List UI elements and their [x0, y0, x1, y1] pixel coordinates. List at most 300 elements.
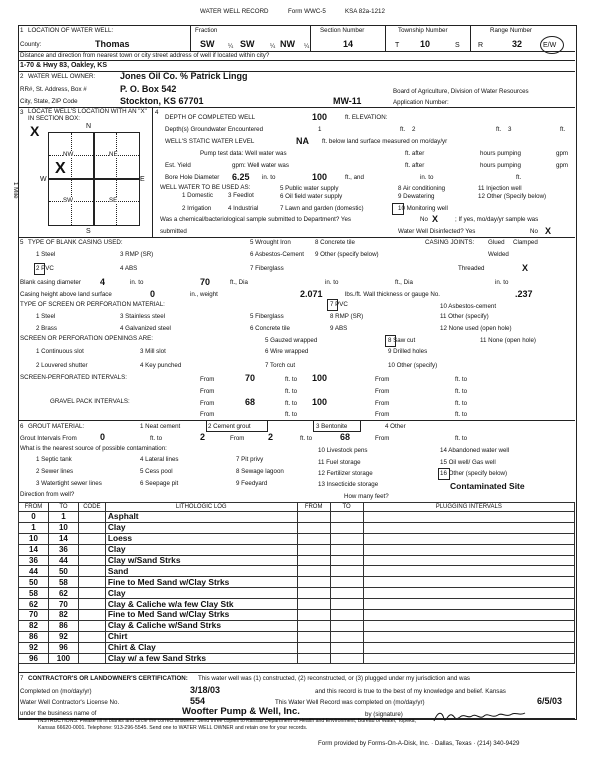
plug-to	[330, 544, 363, 555]
ft-to-label: ft. to	[455, 400, 468, 407]
contam-septic: 1 Septic tank	[36, 456, 72, 463]
grout-cement: 2 Cement grout	[208, 423, 251, 430]
contam-lagoon: 8 Sewage lagoon	[236, 468, 284, 475]
plug-from	[297, 555, 330, 566]
bore-depth: 100	[312, 172, 328, 182]
disinfected-no-label: No	[530, 228, 538, 235]
from-label: From	[230, 435, 245, 442]
log-code	[78, 555, 105, 566]
plug-to	[330, 522, 363, 533]
log-code	[78, 631, 105, 642]
form-title: WATER WELL RECORD	[200, 8, 269, 15]
se-label: SE	[109, 197, 118, 204]
log-from: 82	[19, 620, 49, 631]
joints-label: CASING JOINTS:	[425, 239, 475, 246]
section-grid	[48, 132, 140, 226]
joints-threaded: Threaded	[458, 265, 485, 272]
quarter-symbol: ¼	[228, 43, 234, 50]
direction-label: Direction from well?	[20, 491, 75, 498]
log-code	[78, 512, 105, 523]
ft-to-label: ft. to	[455, 435, 468, 442]
instructions-text: INSTRUCTIONS: Please fill in blanks and circle the correct answers. Send three copies to Kansas Department of Health and Environment, Bureau of Water, Topeka,	[38, 718, 417, 724]
plug-from	[297, 533, 330, 544]
ft-label: ft.	[560, 126, 566, 133]
contam-cess-pool: 5 Cess pool	[140, 468, 173, 475]
plug-to	[330, 653, 363, 664]
blank-diameter: 4	[100, 277, 106, 287]
static-level-value: NA	[296, 136, 309, 146]
use-monitoring-well: 10 Monitoring well	[398, 205, 448, 212]
casing-concrete: 8 Concrete tile	[315, 239, 355, 246]
weight-label: in., weight	[190, 291, 218, 298]
quarter-2: SW	[240, 39, 255, 49]
log-code	[78, 599, 105, 610]
pump-test-label: Pump test data: Well water was	[200, 150, 287, 157]
saw-cut-box	[385, 335, 396, 347]
plug-to	[330, 533, 363, 544]
log-from: 14	[19, 544, 49, 555]
distance-value: 1-70 & Hwy 83, Oakley, KS	[20, 62, 108, 69]
from-label: From	[200, 411, 215, 418]
log-from: 86	[19, 631, 49, 642]
plugging-interval	[363, 522, 574, 533]
casing-wrought-iron: 5 Wrought Iron	[250, 239, 291, 246]
header-plug-from: FROM	[297, 503, 330, 512]
contam-fertilizer: 12 Fertilizer storage	[318, 470, 373, 477]
log-description: Loess	[105, 533, 297, 544]
certification-label: CONTRACTOR'S OR LANDOWNER'S CERTIFICATION:	[28, 675, 188, 682]
joints-glued: Glued	[488, 239, 505, 246]
log-from: 50	[19, 577, 49, 588]
plug-from	[297, 544, 330, 555]
grout-neat-cement: 1 Neat cement	[140, 423, 181, 430]
township-number-label: Township Number	[398, 27, 448, 34]
bore-label: Bore Hole Diameter	[165, 174, 220, 181]
opening-wire: 6 Wire wrapped	[265, 348, 309, 355]
certification-text: This water well was (1) constructed, (2) reconstructed, or (3) plugged under my jurisdiction and was	[198, 675, 471, 682]
log-code	[78, 522, 105, 533]
casing-asbestos: 6 Asbestos-Cement	[250, 251, 304, 258]
plug-from	[297, 620, 330, 631]
contam-fuel: 11 Fuel storage	[318, 459, 361, 466]
from-label: From	[200, 388, 215, 395]
monitoring-well-box	[392, 203, 404, 215]
contam-sewer: 2 Sewer lines	[36, 468, 74, 475]
address-label: RR#, St. Address, Box #	[20, 86, 87, 93]
screen-fiberglass: 5 Fiberglass	[250, 313, 284, 320]
plug-to	[330, 610, 363, 621]
t-label: T	[395, 42, 400, 49]
opening-other: 10 Other (specify)	[388, 362, 438, 369]
bore-in-to-2: in. to	[420, 174, 434, 181]
screen-other: 11 Other (specify)	[440, 313, 489, 320]
opening-key-punched: 4 Key punched	[140, 362, 182, 369]
south-label: S	[86, 228, 91, 235]
plug-to	[330, 588, 363, 599]
contam-feedyard: 9 Feedyard	[236, 480, 268, 487]
hours-label: hours pumping	[480, 162, 521, 169]
lithologic-log-table	[18, 502, 575, 664]
log-code	[78, 653, 105, 664]
screen-pvc-box	[327, 299, 338, 311]
bore-diameter: 6.25	[232, 172, 250, 182]
business-label: under the business name of	[20, 710, 97, 717]
casing-steel: 1 Steel	[36, 251, 56, 258]
ft-to-label: ft. to	[150, 435, 163, 442]
north-label: N	[86, 123, 92, 130]
if-yes-text: ; If yes, mo/day/yr sample was	[455, 216, 539, 223]
log-row	[19, 599, 575, 610]
screen-brass: 2 Brass	[36, 325, 57, 332]
log-row	[19, 522, 575, 533]
log-to: 36	[48, 544, 78, 555]
log-from: 1	[19, 522, 49, 533]
log-description: Sand	[105, 566, 297, 577]
log-row	[19, 642, 575, 653]
header-from: FROM	[19, 503, 49, 512]
plugging-interval	[363, 577, 574, 588]
groundwater-label: Depth(s) Groundwater Encountered	[165, 126, 264, 133]
use-feedlot: 3 Feedlot	[228, 192, 254, 199]
log-to: 82	[48, 610, 78, 621]
r-label: R	[478, 42, 484, 49]
log-to: 44	[48, 555, 78, 566]
board-text: Board of Agriculture, Division of Water Resources	[393, 88, 529, 95]
grout-other: 4 Other	[385, 423, 406, 430]
opening-mill-slot: 3 Mill slot	[140, 348, 166, 355]
log-code	[78, 544, 105, 555]
header-plugging-intervals: PLUGGING INTERVALS	[363, 503, 574, 512]
ft-label: ft.	[400, 126, 406, 133]
log-row	[19, 610, 575, 621]
in-to-label: in. to	[130, 279, 144, 286]
ft-to-label: ft. to	[455, 411, 468, 418]
plugging-interval	[363, 566, 574, 577]
grout-to-1: 2	[200, 432, 206, 442]
plug-from	[297, 653, 330, 664]
screen-galvanized: 4 Galvanized steel	[120, 325, 171, 332]
screen-abs: 9 ABS	[330, 325, 348, 332]
screen-from: 70	[245, 373, 256, 383]
in-to-label: in. to	[495, 279, 509, 286]
plug-from	[297, 588, 330, 599]
how-many-feet-label: How many feet?	[344, 493, 389, 500]
section-1-heading: LOCATION OF WATER WELL:	[28, 27, 114, 34]
application-label: Application Number:	[393, 99, 449, 106]
gauge-value: .237	[515, 289, 533, 299]
log-to: 62	[48, 588, 78, 599]
plug-from	[297, 599, 330, 610]
after-label: ft. after	[405, 162, 425, 169]
log-description: Clay & Caliche w/Sand Strks	[105, 620, 297, 631]
contam-other: 16 Other (specify below)	[440, 470, 508, 477]
log-description: Clay w/Sand Strks	[105, 555, 297, 566]
casing-height-label: Casing height above land surface	[20, 291, 112, 298]
use-dewatering: 9 Dewatering	[398, 193, 435, 200]
ne-label: NE	[109, 151, 118, 158]
owner-name: Jones Oil Co. % Patrick Lingg	[120, 71, 248, 81]
log-from: 0	[19, 512, 49, 523]
screen-asbestos: 10 Asbestos-cement	[440, 303, 497, 310]
casing-rmp: 3 RMP (SR)	[120, 251, 154, 258]
fraction-label: Fraction	[195, 27, 218, 34]
use-oil-field: 6 Oil field water supply	[280, 193, 343, 200]
log-from: 44	[19, 566, 49, 577]
contam-watertight: 3 Watertight sewer lines	[36, 480, 102, 487]
disinfected-label: Water Well Disinfected? Yes	[398, 228, 476, 235]
disinfected-no-mark: X	[545, 226, 552, 236]
signature-image	[432, 707, 527, 725]
plug-to	[330, 599, 363, 610]
screen-none: 12 None used (open hole)	[440, 325, 512, 332]
township-number: 10	[420, 39, 431, 49]
gravel-from: 68	[245, 397, 256, 407]
plug-from	[297, 577, 330, 588]
header-code: CODE	[78, 503, 105, 512]
bentonite-box	[313, 420, 361, 432]
x-marker: X	[30, 123, 40, 139]
log-to: 10	[48, 522, 78, 533]
plug-from	[297, 566, 330, 577]
screen-rmp: 8 RMP (SR)	[330, 313, 364, 320]
completed-date: 3/18/03	[190, 685, 221, 695]
from-label: From	[200, 400, 215, 407]
record-date: 6/5/03	[537, 696, 563, 706]
header-lithologic-log: LITHOLOGIC LOG	[105, 503, 297, 512]
casing-abs: 4 ABS	[120, 265, 138, 272]
contam-livestock: 10 Livestock pens	[318, 447, 368, 454]
log-from: 58	[19, 588, 49, 599]
plug-to	[330, 620, 363, 631]
plug-to	[330, 577, 363, 588]
plug-to	[330, 512, 363, 523]
nw-label: NW	[63, 151, 74, 158]
log-to: 1	[48, 512, 78, 523]
log-from: 96	[19, 653, 49, 664]
gpm-label: gpm	[556, 150, 569, 157]
log-to: 86	[48, 620, 78, 631]
completed-label: Completed on (mo/day/yr)	[20, 688, 92, 695]
quarter-3: NW	[280, 39, 295, 49]
log-description: Chirt & Clay	[105, 642, 297, 653]
header-plug-to: TO	[330, 503, 363, 512]
depth-value: 100	[312, 112, 328, 122]
log-description: Clay w/ a few Sand Strks	[105, 653, 297, 664]
contam-oil-well: 15 Oil well/ Gas well	[440, 459, 496, 466]
log-row	[19, 653, 575, 664]
west-label: W	[40, 176, 47, 183]
log-row	[19, 555, 575, 566]
plugging-interval	[363, 599, 574, 610]
log-row	[19, 577, 575, 588]
plugging-interval	[363, 653, 574, 664]
from-label: From	[200, 376, 215, 383]
ft-to-label: ft. to	[285, 388, 298, 395]
ft-label: ft.	[496, 126, 502, 133]
casing-other: 9 Other (specify below)	[315, 251, 379, 258]
record-completed-text: This Water Well Record was completed on (mo/day/yr)	[275, 699, 425, 706]
screen-to: 100	[312, 373, 328, 383]
plug-from	[297, 610, 330, 621]
log-code	[78, 620, 105, 631]
chem-no-mark: X	[432, 214, 439, 224]
opening-drilled: 9 Drilled holes	[388, 348, 428, 355]
log-description: Asphalt	[105, 512, 297, 523]
casing-fiberglass: 7 Fiberglass	[250, 265, 284, 272]
log-row	[19, 566, 575, 577]
use-industrial: 4 Industrial	[228, 205, 259, 212]
gw-3: 3	[508, 126, 512, 133]
distance-label: Distance and direction from nearest town or city street address of well if located within city?	[20, 52, 270, 59]
from-label: From	[375, 400, 390, 407]
threaded-mark: X	[522, 263, 529, 273]
plug-to	[330, 631, 363, 642]
true-record-text: and this record is true to the best of my knowledge and belief. Kansas	[315, 688, 506, 695]
bore-in-to: in. to	[262, 174, 276, 181]
chem-no-label: No	[420, 216, 428, 223]
static-level-label: WELL'S STATIC WATER LEVEL	[165, 138, 255, 145]
use-public-supply: 5 Public water supply	[280, 185, 339, 192]
in-to-label: in. to	[325, 279, 339, 286]
use-label: WELL WATER TO BE USED AS:	[160, 184, 251, 191]
grout-from-2: 2	[268, 432, 274, 442]
plugging-interval	[363, 620, 574, 631]
joints-clamped: Clamped	[513, 239, 538, 246]
plug-to	[330, 566, 363, 577]
range-number-label: Range Number	[490, 27, 532, 34]
license-label: Water Well Contractor's License No.	[20, 699, 120, 706]
log-code	[78, 642, 105, 653]
ft-to-label: ft. to	[285, 376, 298, 383]
gw-1: 1	[318, 126, 322, 133]
yield-gpm-label: gpm: Well water was	[232, 162, 289, 169]
section-2-heading: WATER WELL OWNER:	[28, 73, 96, 80]
section-3-number: 3	[20, 109, 24, 116]
log-row	[19, 620, 575, 631]
wall-thickness-label: lbs./ft. Wall thickness or gauge No.	[345, 291, 441, 298]
screen-concrete: 6 Concrete tile	[250, 325, 290, 332]
chem-question: Was a chemical/bacteriological sample submitted to Department? Yes	[160, 216, 351, 223]
gpm-label: gpm	[556, 162, 569, 169]
contam-insecticide: 13 Insecticide storage	[318, 481, 379, 488]
log-header-row	[19, 503, 575, 512]
use-lawn: 7 Lawn and garden (domestic)	[280, 205, 364, 212]
log-description: Fine to Med Sand w/Clay Strks	[105, 577, 297, 588]
plugging-interval	[363, 533, 574, 544]
plugging-interval	[363, 631, 574, 642]
section-3-heading: LOCATE WELL'S LOCATION WITH AN "X" IN SECTION BOX:	[28, 108, 147, 122]
plugging-interval	[363, 555, 574, 566]
log-row	[19, 588, 575, 599]
instructions-text-2: Kansas 66620-0001. Telephone: 913-296-5545. Send one to WATER WELL OWNER and retain one for your records.	[38, 725, 308, 731]
signature-label: by (signature)	[365, 711, 403, 718]
east-label: E	[140, 176, 145, 183]
section-5-number: 5	[20, 239, 24, 246]
casing-type-label: TYPE OF BLANK CASING USED:	[28, 239, 123, 246]
log-description: Clay	[105, 522, 297, 533]
log-row	[19, 512, 575, 523]
yield-label: Est. Yield	[165, 162, 191, 169]
section-1-number: 1	[20, 27, 24, 34]
grout-bentonite: 3 Bentonite	[316, 423, 348, 430]
plug-to	[330, 642, 363, 653]
log-row	[19, 544, 575, 555]
static-level-rest: ft. below land surface measured on mo/day/yr	[322, 138, 448, 145]
grout-to-2: 68	[340, 432, 351, 442]
depth-label: DEPTH OF COMPLETED WELL	[165, 114, 256, 121]
blank-depth: 70	[200, 277, 211, 287]
grout-from-1: 0	[100, 432, 106, 442]
contam-abandoned-well: 14 Abandoned water well	[440, 447, 510, 454]
from-label: From	[375, 411, 390, 418]
quarter-symbol: ¼	[304, 43, 310, 50]
screen-material-label: TYPE OF SCREEN OR PERFORATION MATERIAL:	[20, 301, 165, 308]
after-label: ft. after	[405, 150, 425, 157]
log-from: 92	[19, 642, 49, 653]
ft-to-label: ft. to	[285, 411, 298, 418]
ft-to-label: ft. to	[455, 376, 468, 383]
screen-steel: 1 Steel	[36, 313, 56, 320]
well-location-mark: X	[55, 160, 66, 177]
log-from: 62	[19, 599, 49, 610]
log-code	[78, 577, 105, 588]
section-6-number: 6	[20, 423, 24, 430]
log-to: 58	[48, 577, 78, 588]
plug-from	[297, 512, 330, 523]
quarter-1: SW	[200, 39, 215, 49]
opening-louvered: 2 Louvered shutter	[36, 362, 88, 369]
cement-grout-box	[206, 420, 268, 432]
form-number: Form WWC-5	[288, 8, 326, 15]
sw-label: SW	[63, 197, 73, 204]
use-other: 12 Other (Specify below)	[478, 193, 547, 200]
gravel-pack-label: GRAVEL PACK INTERVALS:	[50, 398, 130, 405]
plug-from	[297, 642, 330, 653]
use-air-conditioning: 8 Air conditioning	[398, 185, 446, 192]
mile-label: 1 Mile	[12, 182, 19, 199]
log-description: Fine to Med Sand w/Clay Strks	[105, 610, 297, 621]
use-irrigation: 2 Irrigation	[182, 205, 212, 212]
use-domestic: 1 Domestic	[182, 192, 213, 199]
log-from: 36	[19, 555, 49, 566]
log-to: 100	[48, 653, 78, 664]
section-7-number: 7	[20, 675, 24, 682]
log-to: 50	[48, 566, 78, 577]
section-number-label: Section Number	[320, 27, 365, 34]
range-ew: E/W	[543, 42, 557, 49]
ft-dia-label: ft., Dia	[395, 279, 413, 286]
log-row	[19, 631, 575, 642]
log-code	[78, 610, 105, 621]
plugging-interval	[363, 642, 574, 653]
log-from: 10	[19, 533, 49, 544]
section-2-number: 2	[20, 73, 24, 80]
opening-none: 11 None (open hole)	[480, 337, 536, 344]
plugging-interval	[363, 544, 574, 555]
screen-pvc: 7 PVC	[330, 301, 348, 308]
from-label: From	[375, 376, 390, 383]
contam-lateral: 4 Lateral lines	[140, 456, 179, 463]
range-number: 32	[512, 39, 523, 49]
section-4-number: 4	[155, 109, 159, 116]
submitted-label: submitted	[160, 228, 187, 235]
use-injection-well: 11 Injection well	[478, 185, 522, 192]
ft-label: ft.	[516, 174, 522, 181]
log-to: 70	[48, 599, 78, 610]
log-description: Clay	[105, 544, 297, 555]
log-to: 14	[48, 533, 78, 544]
plug-from	[297, 631, 330, 642]
